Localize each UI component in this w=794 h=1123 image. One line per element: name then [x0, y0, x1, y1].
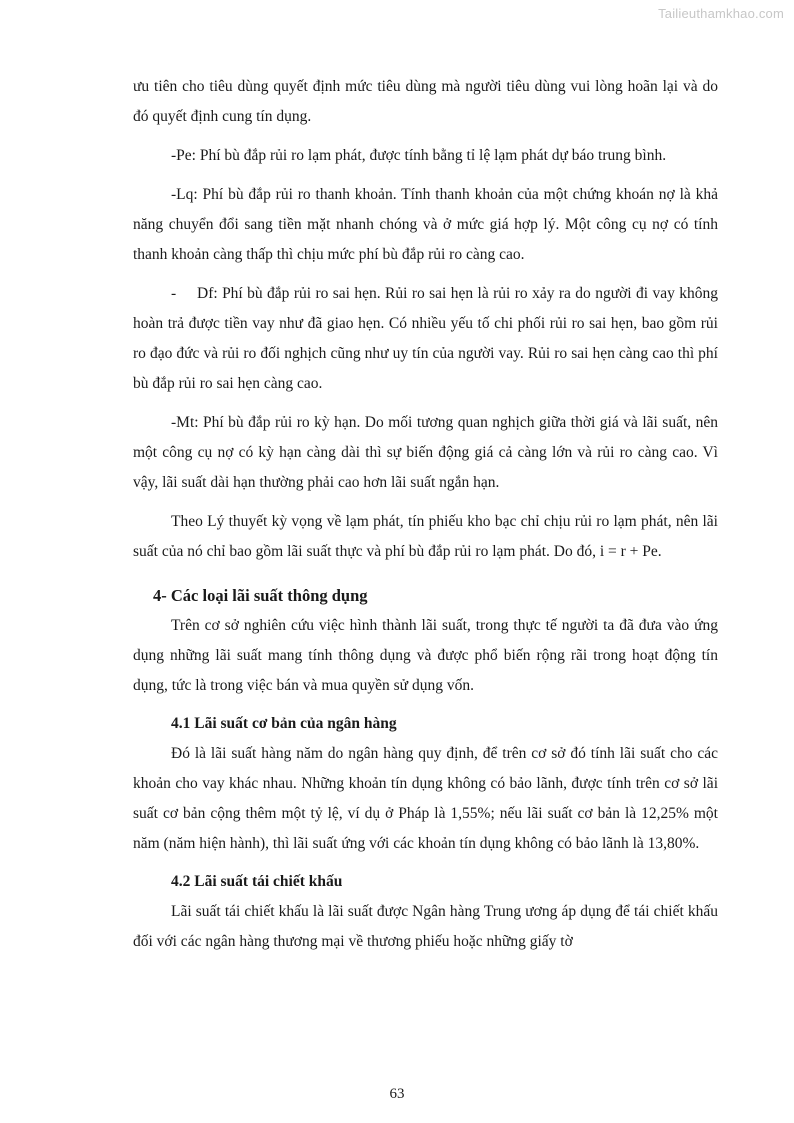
section-4-2-heading: 4.2 Lãi suất tái chiết khấu: [171, 873, 343, 890]
df-dash: -: [171, 285, 177, 302]
page-number: 63: [389, 1086, 405, 1102]
section-4-intro: Trên cơ sở nghiên cứu việc hình thành lãi suất, trong thực tế người ta đã đưa vào ứng dụng những lãi suất mang tính thông dụng và được phổ biến rộng rãi trong hoạt động tín dụng, tức là trong việc bán và mua quyền sử dụng vốn.: [133, 617, 718, 694]
paragraph-df: [133, 279, 718, 399]
paragraph-pe: -Pe: Phí bù đắp rủi ro lạm phát, được tính bằng tỉ lệ lạm phát dự báo trung bình.: [171, 147, 667, 164]
section-4-1-body: Đó là lãi suất hàng năm do ngân hàng quy định, để trên cơ sở đó tính lãi suất cho các khoản cho vay khác nhau. Những khoản tín dụng không có bảo lãnh, được tính trên cơ sở lãi suất cơ bản cộng thêm một tỷ lệ, ví dụ ở Pháp là 1,55%; nếu lãi suất cơ bản là 12,25% một năm (năm hiện hành), thì lãi suất ứng với các khoản tín dụng không có bảo lãnh là 13,80%.: [133, 745, 718, 852]
page-content: [133, 72, 718, 957]
df-text: Df: Phí bù đắp rủi ro sai hẹn. Rủi ro sai hẹn là rủi ro xảy ra do người đi vay không hoàn trả được tiền vay như đã giao hẹn. Có nhiều yếu tố chi phối rủi ro sai hẹn, bao gồm rủi ro đạo đức và rủi ro đối nghịch cũng như uy tín của người vay. Rủi ro sai hẹn càng cao thì phí bù đắp rủi ro sai hẹn càng cao.: [133, 285, 718, 392]
section-4-heading: 4- Các loại lãi suất thông dụng: [153, 586, 368, 605]
section-4-2-body: Lãi suất tái chiết khấu là lãi suất được Ngân hàng Trung ương áp dụng để tái chiết khấu đối với các ngân hàng thương mại về thương phiếu hoặc những giấy tờ: [133, 903, 718, 950]
paragraph-mt: -Mt: Phí bù đắp rủi ro kỳ hạn. Do mối tương quan nghịch giữa thời giá và lãi suất, nên một công cụ nợ có kỳ hạn càng dài thì sự biến động giá cả càng lớn và rủi ro càng cao. Vì vậy, lãi suất dài hạn thường phải cao hơn lãi suất ngắn hạn.: [133, 414, 718, 491]
paragraph-lq: -Lq: Phí bù đắp rủi ro thanh khoản. Tính thanh khoản của một chứng khoán nợ là khả năng chuyển đổi sang tiền mặt nhanh chóng và ở mức giá hợp lý. Một công cụ nợ có tính thanh khoản càng thấp thì chịu mức phí bù đắp rủi ro càng cao.: [133, 186, 718, 263]
paragraph-theory: Theo Lý thuyết kỳ vọng về lạm phát, tín phiếu kho bạc chỉ chịu rủi ro lạm phát, nên lãi suất của nó chỉ bao gồm lãi suất thực và phí bù đắp rủi ro lạm phát. Do đó, i = r + Pe.: [133, 513, 718, 560]
section-4-1-heading: 4.1 Lãi suất cơ bản của ngân hàng: [171, 715, 397, 732]
watermark: Tailieuthamkhao.com: [658, 6, 784, 21]
paragraph-continuation: ưu tiên cho tiêu dùng quyết định mức tiêu dùng mà người tiêu dùng vui lòng hoãn lại và do đó quyết định cung tín dụng.: [133, 78, 718, 125]
